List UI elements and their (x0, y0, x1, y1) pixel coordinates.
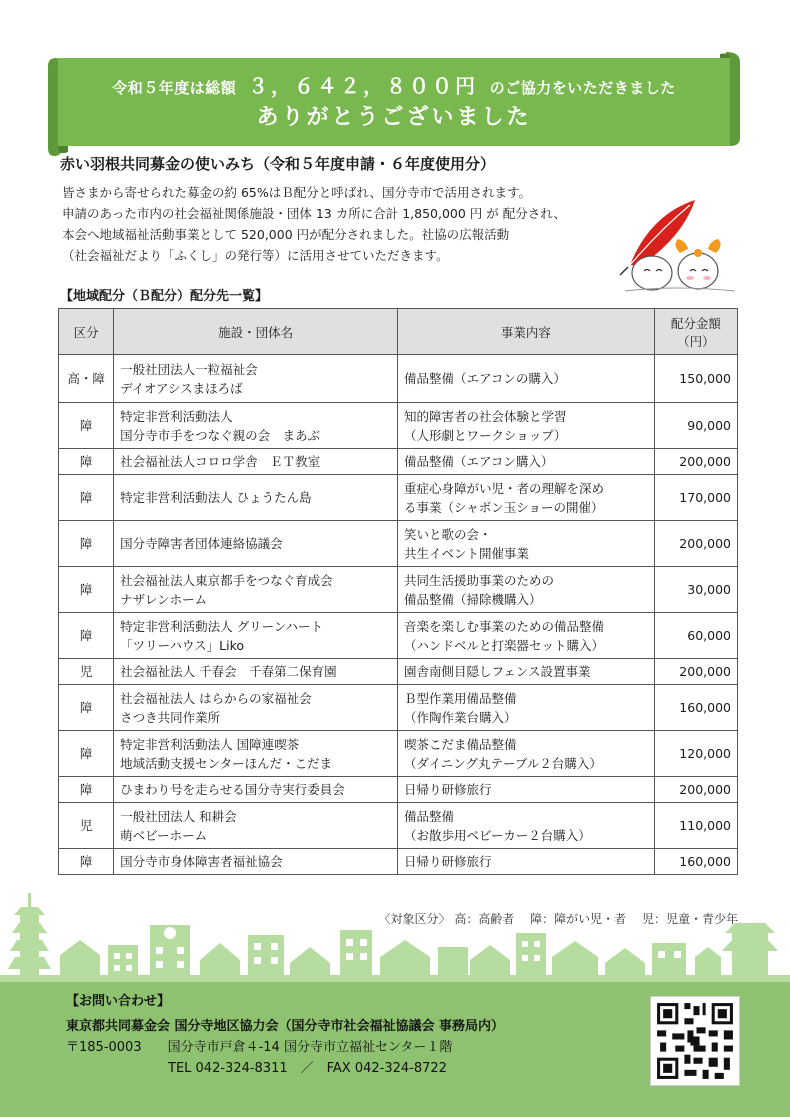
row-project (397, 613, 654, 659)
row-amount: 160,000 (654, 685, 737, 731)
row-project (397, 803, 654, 849)
row-facility (114, 475, 398, 521)
project-line: 音楽を楽しむ事業のための備品整備 (403, 618, 604, 634)
row-project (397, 849, 654, 875)
facility-line: ひまわり号を走らせる国分寺実行委員会 (120, 782, 345, 797)
intro-line: 申請のあった市内の社会福祉関係施設・団体 13 カ所に合計 1,850,000 円 が 配分され、 (62, 206, 566, 221)
row-facility (114, 803, 398, 849)
qr-code-icon[interactable] (650, 996, 740, 1086)
header-category: 区分 (59, 309, 114, 355)
project-line: 知的障害者の社会体験と学習 (403, 408, 567, 424)
table-row (59, 613, 738, 659)
table-row (59, 731, 738, 777)
phone-fax: TEL 042-324-8311 ／ FAX 042-324-8722 (168, 1061, 447, 1076)
row-category: 障 (59, 567, 114, 613)
header-project: 事業内容 (397, 309, 654, 355)
intro-text (62, 182, 622, 266)
project-line: 重症心身障がい児・者の理解を深め (403, 480, 604, 496)
row-project (397, 475, 654, 521)
row-amount: 200,000 (654, 521, 737, 567)
table-row (59, 403, 738, 449)
allocation-table (58, 308, 738, 875)
table-row (59, 803, 738, 849)
header-amount-label: 配分金額 (670, 315, 721, 331)
row-facility (114, 355, 398, 403)
row-category: 障 (59, 685, 114, 731)
row-category: 高・障 (59, 355, 114, 403)
table-row (59, 659, 738, 685)
row-project (397, 355, 654, 403)
row-amount: 60,000 (654, 613, 737, 659)
table-row (59, 355, 738, 403)
row-category: 障 (59, 449, 114, 475)
row-amount: 200,000 (654, 449, 737, 475)
row-category: 障 (59, 475, 114, 521)
facility-line: 社会福祉法人東京都手をつなぐ育成会 (120, 572, 333, 588)
project-line: 共生イベント開催事業 (403, 545, 529, 561)
row-amount: 30,000 (654, 567, 737, 613)
project-line: 笑いと歌の会・ (403, 526, 492, 542)
facility-line: 社会福祉法人コロロ学舎 ＥＴ教室 (120, 454, 321, 469)
category-legend: 〈対象区分〉 高：高齢者 障：障がい児・者 児：児童・青少年 (378, 912, 738, 926)
intro-line: （社会福祉だより「ふくし」の発行等）に活用させていただきます。 (62, 248, 449, 263)
banner-total-line (48, 70, 740, 99)
section-title: 赤い羽根共同募金の使いみち（令和５年度申請・６年度使用分） (60, 155, 496, 173)
row-facility (114, 449, 398, 475)
table-row (59, 475, 738, 521)
project-line: 日帰り研修旅行 (403, 854, 492, 869)
row-category: 障 (59, 849, 114, 875)
facility-line: 地域活動支援センターほんだ・こだま (120, 755, 333, 771)
header-amount (654, 309, 737, 355)
allocation-list-title: 【地域配分（Ｂ配分）配分先一覧】 (60, 289, 269, 304)
row-amount: 200,000 (654, 777, 737, 803)
project-line: （ハンドベルと打楽器セット購入） (403, 637, 604, 653)
project-line: Ｂ型作業用備品整備 (403, 690, 517, 706)
project-line: （お散歩用ベビーカー２台購入） (403, 827, 591, 843)
facility-line: 「ツリーハウス」Liko (120, 637, 245, 653)
row-amount: 150,000 (654, 355, 737, 403)
facility-line: デイオアシスまほろば (120, 380, 243, 396)
facility-line: 一般社団法人 和耕会 (120, 808, 237, 824)
table-body (59, 355, 738, 875)
facility-line: 社会福祉法人 千春会 千春第二保育園 (120, 664, 337, 679)
row-category: 障 (59, 403, 114, 449)
address: 〒185-0003 国分寺市戸倉４-14 国分寺市立福祉センター１階 (66, 1040, 453, 1055)
facility-line: 特定非営利活動法人 (120, 408, 233, 424)
project-line: （人形劇とワークショップ） (403, 427, 567, 443)
row-facility (114, 685, 398, 731)
project-line: 園舎南側目隠しフェンス設置事業 (403, 664, 591, 679)
row-amount: 90,000 (654, 403, 737, 449)
table-row (59, 849, 738, 875)
table-row (59, 567, 738, 613)
row-amount: 170,000 (654, 475, 737, 521)
row-project (397, 567, 654, 613)
feather-mascot-icon (610, 195, 740, 300)
project-line: 備品整備 (403, 808, 454, 824)
facility-line: 国分寺障害者団体連絡協議会 (120, 536, 283, 551)
facility-line: 萌ベビーホーム (120, 827, 208, 843)
project-line: （ダイニング丸テーブル２台購入） (403, 755, 602, 771)
row-amount: 110,000 (654, 803, 737, 849)
facility-line: 特定非営利活動法人 ひょうたん島 (120, 490, 312, 505)
row-facility (114, 613, 398, 659)
facility-line: 社会福祉法人 はらからの家福祉会 (120, 690, 312, 706)
header-facility: 施設・団体名 (114, 309, 398, 355)
facility-line: 特定非営利活動法人 国障連喫茶 (120, 736, 300, 752)
row-facility (114, 521, 398, 567)
row-facility (114, 403, 398, 449)
row-project (397, 403, 654, 449)
project-line: 喫茶こだま備品整備 (403, 736, 517, 752)
facility-line: さつき共同作業所 (120, 709, 221, 725)
row-project (397, 731, 654, 777)
project-line: 備品整備（エアコン購入） (403, 454, 554, 469)
row-facility (114, 849, 398, 875)
header-amount-unit: （円） (677, 333, 715, 349)
facility-line: 国分寺市身体障害者福祉協会 (120, 854, 283, 869)
thanks-banner (48, 52, 740, 156)
inquiry-heading: 【お問い合わせ】 (66, 994, 171, 1009)
project-line: 備品整備（エアコンの購入） (403, 371, 566, 386)
table-row (59, 685, 738, 731)
row-category: 障 (59, 613, 114, 659)
row-facility (114, 567, 398, 613)
table-header-row (59, 309, 738, 355)
organization-name: 東京都共同募金会 国分寺地区協力会（国分寺市社会福祉協議会 事務局内） (66, 1019, 505, 1034)
project-line: 日帰り研修旅行 (403, 782, 492, 797)
facility-line: ナザレンホーム (120, 591, 208, 607)
facility-line: 一般社団法人一粒福祉会 (120, 361, 258, 377)
facility-line: 特定非営利活動法人 グリーンハート (120, 618, 324, 634)
intro-line: 本会へ地域福祉活動事業として 520,000 円が配分されました。社協の広報活動 (62, 227, 510, 242)
banner-suffix: のご協力をいただきました (489, 79, 676, 97)
project-line: 共同生活援助事業のための (403, 572, 554, 588)
row-amount: 160,000 (654, 849, 737, 875)
row-amount: 120,000 (654, 731, 737, 777)
project-line: 備品整備（掃除機購入） (403, 591, 542, 607)
row-amount: 200,000 (654, 659, 737, 685)
row-category: 障 (59, 731, 114, 777)
row-category: 障 (59, 521, 114, 567)
row-category: 児 (59, 803, 114, 849)
table-row (59, 449, 738, 475)
banner-prefix: 令和５年度は総額 (112, 79, 237, 97)
facility-line: 国分寺市手をつなぐ親の会 まあぶ (120, 427, 321, 443)
table-row (59, 777, 738, 803)
row-project (397, 521, 654, 567)
city-skyline-icon (0, 885, 790, 985)
row-category: 障 (59, 777, 114, 803)
project-line: （作陶作業台購入） (403, 709, 517, 725)
row-project (397, 777, 654, 803)
project-line: る事業（シャボン玉ショーの開催） (403, 499, 604, 515)
row-facility (114, 731, 398, 777)
intro-line: 皆さまから寄せられた募金の約 65%はＢ配分と呼ばれ、国分寺市で活用されます。 (62, 185, 532, 200)
row-facility (114, 659, 398, 685)
table-row (59, 521, 738, 567)
row-category: 児 (59, 659, 114, 685)
banner-total-amount: ３，６４２，８００円 (248, 74, 478, 98)
row-project (397, 685, 654, 731)
row-project (397, 659, 654, 685)
row-project (397, 449, 654, 475)
banner-thanks: ありがとうございました (256, 105, 532, 130)
row-facility (114, 777, 398, 803)
